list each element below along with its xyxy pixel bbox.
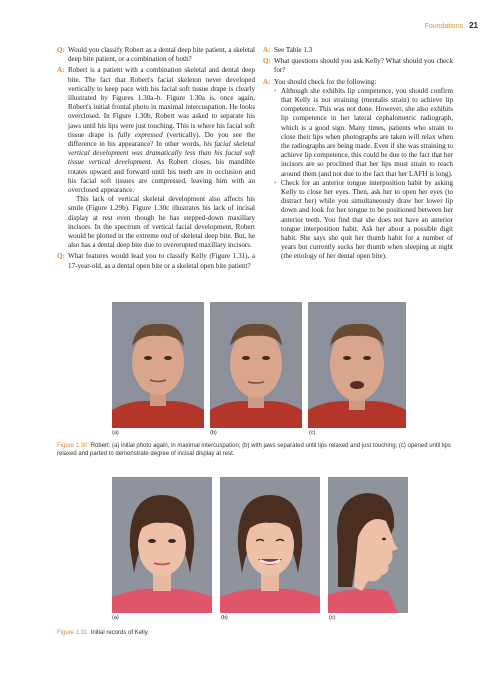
- question-label: Q:: [57, 252, 65, 261]
- left-column: [57, 46, 255, 273]
- question-text: What questions should you ask Kelly? What should you check for?: [274, 57, 453, 75]
- kelly-photo-a: [112, 477, 212, 613]
- answer-label: A:: [263, 46, 271, 54]
- page-number: 21: [469, 21, 478, 30]
- question-robert-classification: [57, 46, 255, 64]
- figure-label-c: (c): [309, 430, 316, 436]
- caption-figure-label: Figure 1.31: [57, 630, 88, 636]
- figure-caption-1-31: [57, 629, 453, 637]
- figure-label-a: (a): [112, 430, 119, 436]
- right-column: [263, 46, 453, 264]
- answer-paragraph-2: This lack of vertical skeletal development also affects his smile (Figure 1.29b). Figure 1.30c illustrates his lack of incisal display at rest even though he has stepped-down maxillary incisors. In the spectrum of vertical facial development, Robert would be plotted in the extreme end of skeletal deep bite. But, he also has a dental deep bite due to overerupted maxillary incisors.: [68, 195, 255, 250]
- kelly-photo-b: [220, 477, 320, 613]
- robert-photo-a: [112, 302, 204, 428]
- robert-photo-c: [308, 302, 406, 428]
- figure-label-a: (a): [112, 615, 119, 621]
- figure-caption-1-30: [57, 442, 453, 458]
- answer-label: A:: [263, 77, 271, 86]
- caption-text: Initial records of Kelly.: [90, 630, 149, 636]
- list-item: • Although she exhibits lip competence, you should confirm that Kelly is not straining (mentalis strain) to achieve lip competence. This was not done. However, she also exhibits lip competence in her lateral cephalometric radiograph, which is a good sign. Many times, patients who strain to close their lips when photographs are taken will relax when the radiographs are being made. Even if she was straining to achieve lip competence, this could be due to the fact that her incisors are so proclined that her lips must strain to reach around them (and not due to the fact that her LAFH is long).: [274, 87, 453, 179]
- question-text: Would you classify Robert as a dental deep bite patient, a skeletal deep bite patient, or a combination of both?: [68, 46, 255, 64]
- figure-label-b: (b): [210, 430, 217, 436]
- answer-kelly-checks: [263, 78, 453, 262]
- caption-figure-label: Figure 1.30: [57, 443, 88, 449]
- running-header: [425, 21, 478, 30]
- figure-label-c: (c): [329, 615, 336, 621]
- question-kelly-classification: [57, 252, 255, 270]
- list-item: • Check for an anterior tongue interposition habit by asking Kelly to close her eyes. Then, ask her to open her eyes (to distract her) while you simultaneously draw her lower lip down and look for her tongue to be positioned between her anterior teeth. You find that she does not have an anterior tongue interposition habit. Ask her about a possible digit habit. She says she quit her thumb habit for a number of years but currently sucks her thumb when sleeping at night (the etiology of her dental open bite).: [274, 179, 453, 262]
- question-label: Q:: [57, 46, 65, 54]
- answer-label: A:: [57, 66, 65, 75]
- question-text: What features would lead you to classify Kelly (Figure 1.31), a 17-year-old, as a dental open bite or a skeletal open bite patient?: [68, 252, 255, 270]
- caption-text: Robert: (a) initial photo again, in maximal intercuspation; (b) with jaws separated until lips relaxed and just touching; (c) opened until lips relaxed and parted to demonstrate degree of incisal display at rest.: [57, 443, 451, 457]
- answer-intro: You should check for the following:: [274, 77, 377, 86]
- robert-photo-b: [210, 302, 302, 428]
- question-label: Q:: [263, 57, 271, 66]
- answer-see-table: [263, 46, 453, 55]
- check-list: [274, 87, 453, 262]
- figure-label-b: (b): [221, 615, 228, 621]
- kelly-photo-c-profile: [328, 477, 408, 613]
- section-name: Foundations: [424, 23, 464, 30]
- question-kelly-questions: [263, 57, 453, 75]
- answer-text: See Table 1.3: [274, 46, 313, 54]
- answer-robert-classification: [57, 66, 255, 250]
- answer-paragraph-1: Robert is a patient with a combination skeletal and dental deep bite. The fact that Robert's facial skeleton never developed vertically to keep pace with his facial soft tissue drape is clearly illustrated by Figures 1.30a–b. Figure 1.30a is, once again, Robert's initial frontal photo in maximal intercuspation. He looks overclosed. In Figure 1.30b, Robert was asked to separate his jaws until his lips were just touching. This is where his facial soft tissue drape is fully expressed (vertically). Do you see the difference in his appearance? In other words, his facial skeletal vertical development was dramatically less than his facial soft tissue vertical development. As Robert closes, his mandible rotates upward and forward until his teeth are in occlusion and his facial soft tissues are compressed, leaving him with an overclosed appearance.: [68, 66, 256, 195]
